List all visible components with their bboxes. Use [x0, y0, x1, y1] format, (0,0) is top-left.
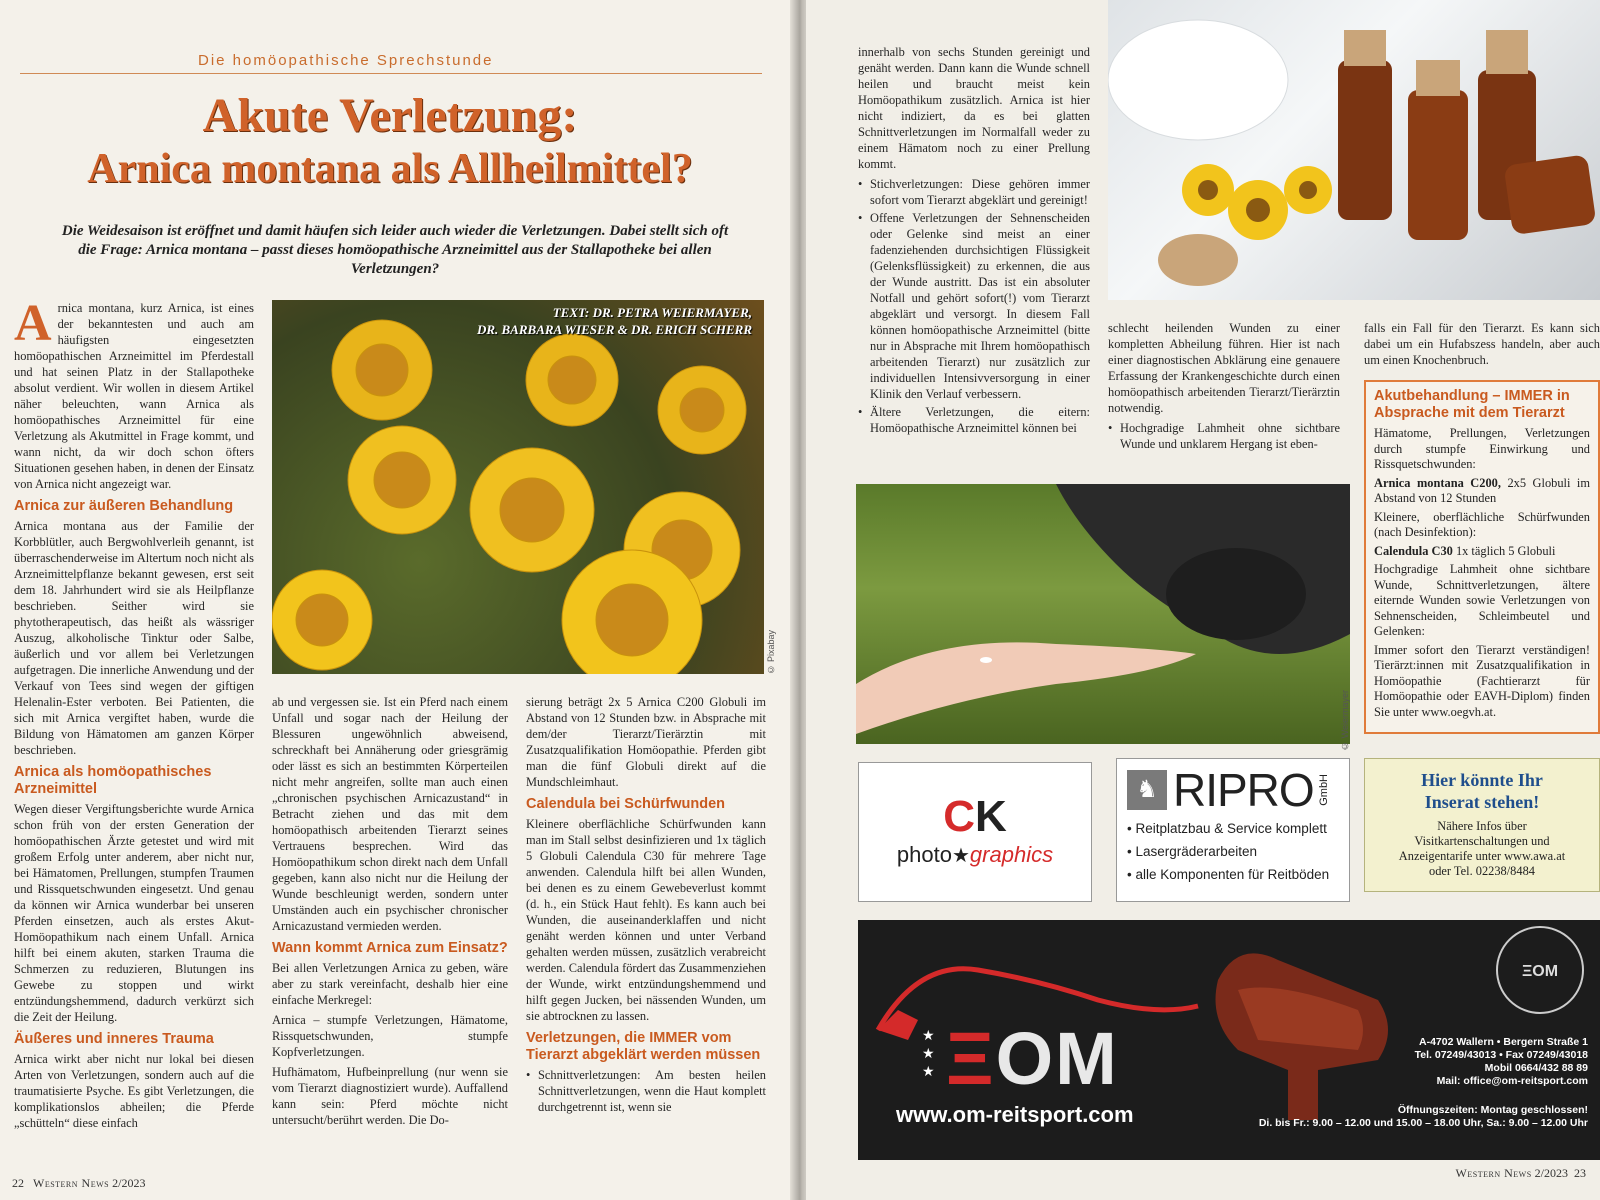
infobox-text: Hochgradige Lahmheit ohne sichtbare Wunde, Schnittverletzungen, ältere eiternde Wunden sowie Verletzungen von Sehnenscheiden, Schleimbeutel und Gelenken: [1374, 562, 1590, 638]
subhead-vet-injuries: Verletzungen, die IMMER vom Tierarzt abgeklärt werden müssen [526, 1030, 761, 1063]
arnica-flowers-illustration [272, 300, 764, 674]
paragraph: schlecht heilenden Wunden zu einer kompletten Abheilung führen. Hier ist nach einer diagnostischen Abklärung eine genauere Erfassung der Krankengeschichte durch einen homöopathisch arbeitenden Tierarzt/Tierärztin notwendig. [1108, 321, 1340, 415]
photo-credit-horse: © Weiermayer [1340, 690, 1350, 751]
photo-credit: © Pixabay [766, 630, 776, 675]
paragraph: Arnica montana aus der Familie der Korbblütler, auch Bergwohlverleih genannt, ist überraschenderweise im Altertum noch nicht als Arzneimittelpflanze bekannt gewesen, erst seit dem 18. Jahrhundert wird sie als Heilpflanze beschrieben. Seither wird sie phytotherapeutisch, das heißt als wässriger Auszug, alkoholische Tinktur oder Salbe, äußerlich und vor allem bei Verletzungen aufgetragen. Die innerliche Anwendung und der Verkauf von Tees sind wegen der giftigen Helenalin-Ester verboten. Bei Patienten, die sich mit Arnica vergiftet haben, wurde die Bildung von Hämatomen am ganzen Körper beschrieben. [14, 519, 254, 757]
arnica-flowers-photo [272, 300, 764, 674]
subhead-homeopathic-remedy: Arnica als homöopathisches Arzneimittel [14, 764, 212, 797]
infobox-text: Kleinere, oberflächliche Schürfwunden (nach Desinfektion): [1374, 509, 1590, 539]
article-lead: Die Weidesaison ist eröffnet und damit häufen sich leider auch wieder die Verletzungen. Dabei stellt sich oft die Frage: Arnica montana – passt dieses homöopathische Arzneimittel aus der Stallapotheke bei allen Verletzungen? [61, 223, 729, 277]
horse-icon: ♞ [1127, 770, 1167, 810]
paragraph: innerhalb von sechs Stunden gereinigt und genäht werden. Dann kann die Wunde schnell heilen und braucht meist kein Homöopathikum zusätzlich. Arnica ist hier nicht indiziert, da es bei glatten Schnittverletzungen im Normalfall weder zu einem Hämatom noch zu einer Prellung kommt. [858, 45, 1090, 171]
om-logo: ΞOM [946, 1017, 1119, 1100]
list-item: • Offene Verletzungen der Sehnenscheiden oder Gelenke sind meist an einer fadenziehenden durchsichtigen Flüssigkeit (Gelenksflüssigkeit) zu erkennen, die aus der Wunde austritt. Das ist ein absoluter Notfall und gehört sofort(!) vom Tierarzt abgeklärt und versorgt. In diesem Fall können homöopathische Arzneimittel (bitte nur in Absprache mit Ihrem homöopathisch arbeitenden Tierarzt) nur zusätzlich zur individuellen Intensivversorgung in einer Klinik den Verlauf verbessern. [858, 210, 1090, 402]
kicker-rule [20, 73, 762, 74]
author-line-2: DR. BARBARA WIESER & DR. ERICH SCHERR [476, 322, 752, 337]
right-column-3 [1364, 320, 1600, 372]
ck-tagline: photo★graphics [896, 842, 1054, 867]
page-footer-left [12, 1176, 145, 1191]
headline-line-1: Akute Verletzung: [202, 89, 578, 142]
right-column-1 [858, 44, 1090, 438]
headline-line-2: Arnica montana als Allheilmittel? [87, 145, 693, 192]
article-headline [0, 88, 780, 194]
right-page [806, 0, 1600, 1200]
ad-om-reitsport[interactable] [858, 920, 1600, 1160]
ad-ck-photographics[interactable] [858, 762, 1092, 902]
ripro-gmbh: GmbH [1317, 774, 1330, 806]
dosage-text: 1x täglich 5 Globuli [1452, 543, 1556, 558]
page-number: 23 [1574, 1166, 1586, 1180]
bottles-illustration [1108, 0, 1600, 300]
infobox-text: Immer sofort den Tierarzt verständigen! Tierärzt:innen mit Zusatzqualifikation in Homöopathie (Fachtierarzt für Homöopathie oder EAVH-Diplom) finden Sie unter www.oegvh.at. [1374, 642, 1590, 719]
infobox-dosage [1374, 476, 1590, 507]
ripro-services [1127, 817, 1339, 886]
intro-text: rnica montana, kurz Arnica, ist eines der bekanntesten und auch am häufigsten eingesetzten homöopathischen Arzneimittel im Pferdestall und hat seinen Platz in der Stallapotheke absolut verdient. Wir wollen in diesem Artikel näher beleuchten, wann Arnica als homöopathisches Arzneimittel für eine Verletzung als Akutmittel in Frage kommt, und wann nicht, da wir doch schon öfters Situationen gesehen haben, in denen der Einsatz von Arnica nicht angezeigt war. [14, 301, 254, 491]
left-column-1 [14, 295, 254, 1135]
left-column-3 [526, 694, 766, 1117]
infobox-title: Akutbehandlung – IMMER in Absprache mit dem Tierarzt [1374, 388, 1570, 421]
paragraph: sierung beträgt 2x 5 Arnica C200 Globuli im Abstand von 12 Stunden bzw. in Absprache mit dem/der Tierarzt/Tierärztin mit Zusatzqualifikation Homöopathie. Pferden gibt man die fünf Globuli direkt auf die Mundschleimhaut. [526, 695, 766, 789]
list-item: • Schnittverletzungen: Am besten heilen Schnittverletzungen, wenn die Haut komplett durchgetrennt ist, wenn sie [526, 1067, 766, 1115]
issue-number: 2/2023 [112, 1176, 146, 1190]
list-item: • alle Komponenten für Reitböden [1127, 863, 1339, 886]
paragraph: Wegen dieser Vergiftungsberichte wurde Arnica schon früh von der ersten Generation der homöopathischen Ärzte getestet und wird mit großem Erfolg unter anderem, aber nicht nur, bei Hämatomen, Prellungen, stumpfen Traumen und Rissquetschwunden eingesetzt. Und genau da können wir Arnica wunderbar bei unseren Pferden einsetzen, auch als erstes Akut-Homöopathikum nach einem Unfall. Arnica hilft bei einem akuten, starken Trauma die Schmerzen zu reduzieren, Blutungen ins Gewebe zu stoppen und wirkt entzündungshemmend, dadurch verkürzt sich die Zeit der Heilung. [14, 802, 254, 1024]
om-website-link[interactable]: www.om-reitsport.com [896, 1102, 1134, 1127]
paragraph: Hufhämatom, Hufbeinprellung (nur wenn sie vom Tierarzt diagnostiziert wurde). Auffallend kann sein: Pferd möchte nicht untersucht/berührt werden. Die Do- [272, 1065, 508, 1127]
infobox-text: Hämatome, Prellungen, Verletzungen durch stumpfe Einwirkung und Rissquetschwunden: [1374, 426, 1590, 471]
ck-logo: CK [943, 792, 1007, 841]
dosage-text: 2x5 Globuli im Abstand von 12 Stunden [1374, 475, 1591, 505]
list-item: • Stichverletzungen: Diese gehören immer sofort vom Tierarzt abgeklärt und gereinigt! [858, 176, 1090, 208]
horse-hand-illustration [856, 484, 1350, 744]
om-contact: A-4702 Wallern • Bergern Straße 1 Tel. 07249/43013 • Fax 07249/43018 Mobil 0664/432 88 89 Mail: office@om-reitsport.com [1414, 1036, 1588, 1087]
paragraph: ab und vergessen sie. Ist ein Pferd nach einem Unfall und sogar nach der Heilung der Blessuren ungewöhnlich abweisend, schreckhaft bei Annäherung oder griesgrämig oder lässt es sich an bestimmten Körperteilen nicht mehr angreifen, sollte man auch einen „chronischen psychischen Arnicazustand“ in Betracht ziehen und das mit dem homöopathisch arbeitenden Tierarzt seines Vertrauens besprechen. Wird das Homöopathikum schon direkt nach dem Unfall gegeben, kann also nicht nur die Heilung der Wunde beschleunigt werden, sondern unter Umständen auch ein psychischer chronischer Arnicazustand vermieden werden. [272, 695, 508, 933]
ripro-header [1127, 764, 1339, 816]
subhead-external-treatment: Arnica zur äußeren Behandlung [14, 498, 234, 514]
remedy-arnica: Arnica montana C200, [1374, 475, 1501, 490]
subhead-when-arnica: Wann kommt Arnica zum Einsatz? [272, 940, 508, 956]
magazine-name: Western News [1455, 1166, 1532, 1180]
page-number: 22 [12, 1176, 24, 1190]
section-kicker: Die homöopathische Sprechstunde [198, 52, 494, 69]
right-column-2 [1108, 320, 1340, 454]
om-opening-hours: Öffnungszeiten: Montag geschlossen! Di. bis Fr.: 9.00 – 12.00 und 15.00 – 18.00 Uhr, Sa.: 9.00 – 12.00 Uhr [1258, 1104, 1588, 1129]
paragraph: Kleinere oberflächliche Schürfwunden kann man im Stall selbst desinfizieren und 1x täglich 5 Globuli Calendula C30 für mehrere Tage anwenden. Calendula hilft bei allen Wunden, bei denen es zu einem Gewebeverlust kommt (d. h., ein Stück Haut fehlt). Es kann auch bei Wunden, die auseinanderklaffen und nicht genäht werden können und unter Verband gehalten werden müssen, zusätzlich verabreicht werden. Calendula fördert das Zusammenziehen der Wunde, wirkt entzündungshemmend und hilft gegen Jucken, bei nässenden Wunden, um sie abtrocknen zu lassen. [526, 817, 766, 1023]
author-line-1: TEXT: DR. PETRA WEIERMAYER, [552, 305, 752, 320]
subhead-calendula: Calendula bei Schürfwunden [526, 796, 725, 812]
remedy-calendula: Calendula C30 [1374, 543, 1453, 558]
list-item: • Ältere Verletzungen, die eitern: Homöopathische Arzneimittel können bei [858, 404, 1090, 436]
star-icon: ★ [951, 845, 970, 867]
drop-cap: A [14, 295, 52, 352]
ripro-name: RIPRO [1173, 764, 1314, 816]
om-stars: ★ ★ ★ [922, 1029, 935, 1080]
acute-treatment-infobox [1364, 380, 1600, 734]
list-item: • Lasergräderarbeiten [1127, 840, 1339, 863]
magazine-name: Western News [33, 1176, 110, 1190]
globuli-bottles-photo [1108, 0, 1600, 300]
page-footer-right [1456, 1166, 1586, 1181]
ad-ripro[interactable] [1116, 758, 1350, 902]
paragraph: Arnica wirkt aber nicht nur lokal bei diesen Arten von Verletzungen, sondern auch auf die traumatisierte Psyche. Es gibt Verletzungen, die komplikationslos abheilen; die Pferde „schütteln“ diese einfach [14, 1052, 254, 1130]
issue-number: 2/2023 [1534, 1166, 1568, 1180]
ad-placeholder-body: Nähere Infos über Visitkartenschaltungen und Anzeigentarife unter www.awa.at oder Tel. 02238/8484 [1398, 819, 1566, 878]
author-credit [477, 304, 752, 338]
left-column-2 [272, 694, 508, 1132]
infobox-dosage [1374, 544, 1590, 560]
paragraph: Bei allen Verletzungen Arnica zu geben, wäre aber zu stark vereinfacht, deshalb hier eine einfache Merkregel: [272, 961, 508, 1007]
horse-hand-photo [856, 484, 1350, 744]
paragraph: falls ein Fall für den Tierarzt. Es kann sich dabei um ein Hufabszess handeln, aber auch um einen Knochenbruch. [1364, 321, 1600, 367]
list-item: • Reitplatzbau & Service komplett [1127, 817, 1339, 840]
ad-placeholder-title: Hier könnte Ihr Inserat stehen! [1421, 770, 1543, 812]
om-badge: ΞOM [1496, 926, 1584, 1014]
paragraph: Arnica – stumpfe Verletzungen, Hämatome, Rissquetschwunden, stumpfe Kopfverletzungen. [272, 1013, 508, 1059]
subhead-trauma: Äußeres und inneres Trauma [14, 1031, 214, 1047]
list-item: • Hochgradige Lahmheit ohne sichtbare Wunde und unklarem Hergang ist eben- [1108, 420, 1340, 452]
ad-placeholder[interactable] [1364, 758, 1600, 892]
